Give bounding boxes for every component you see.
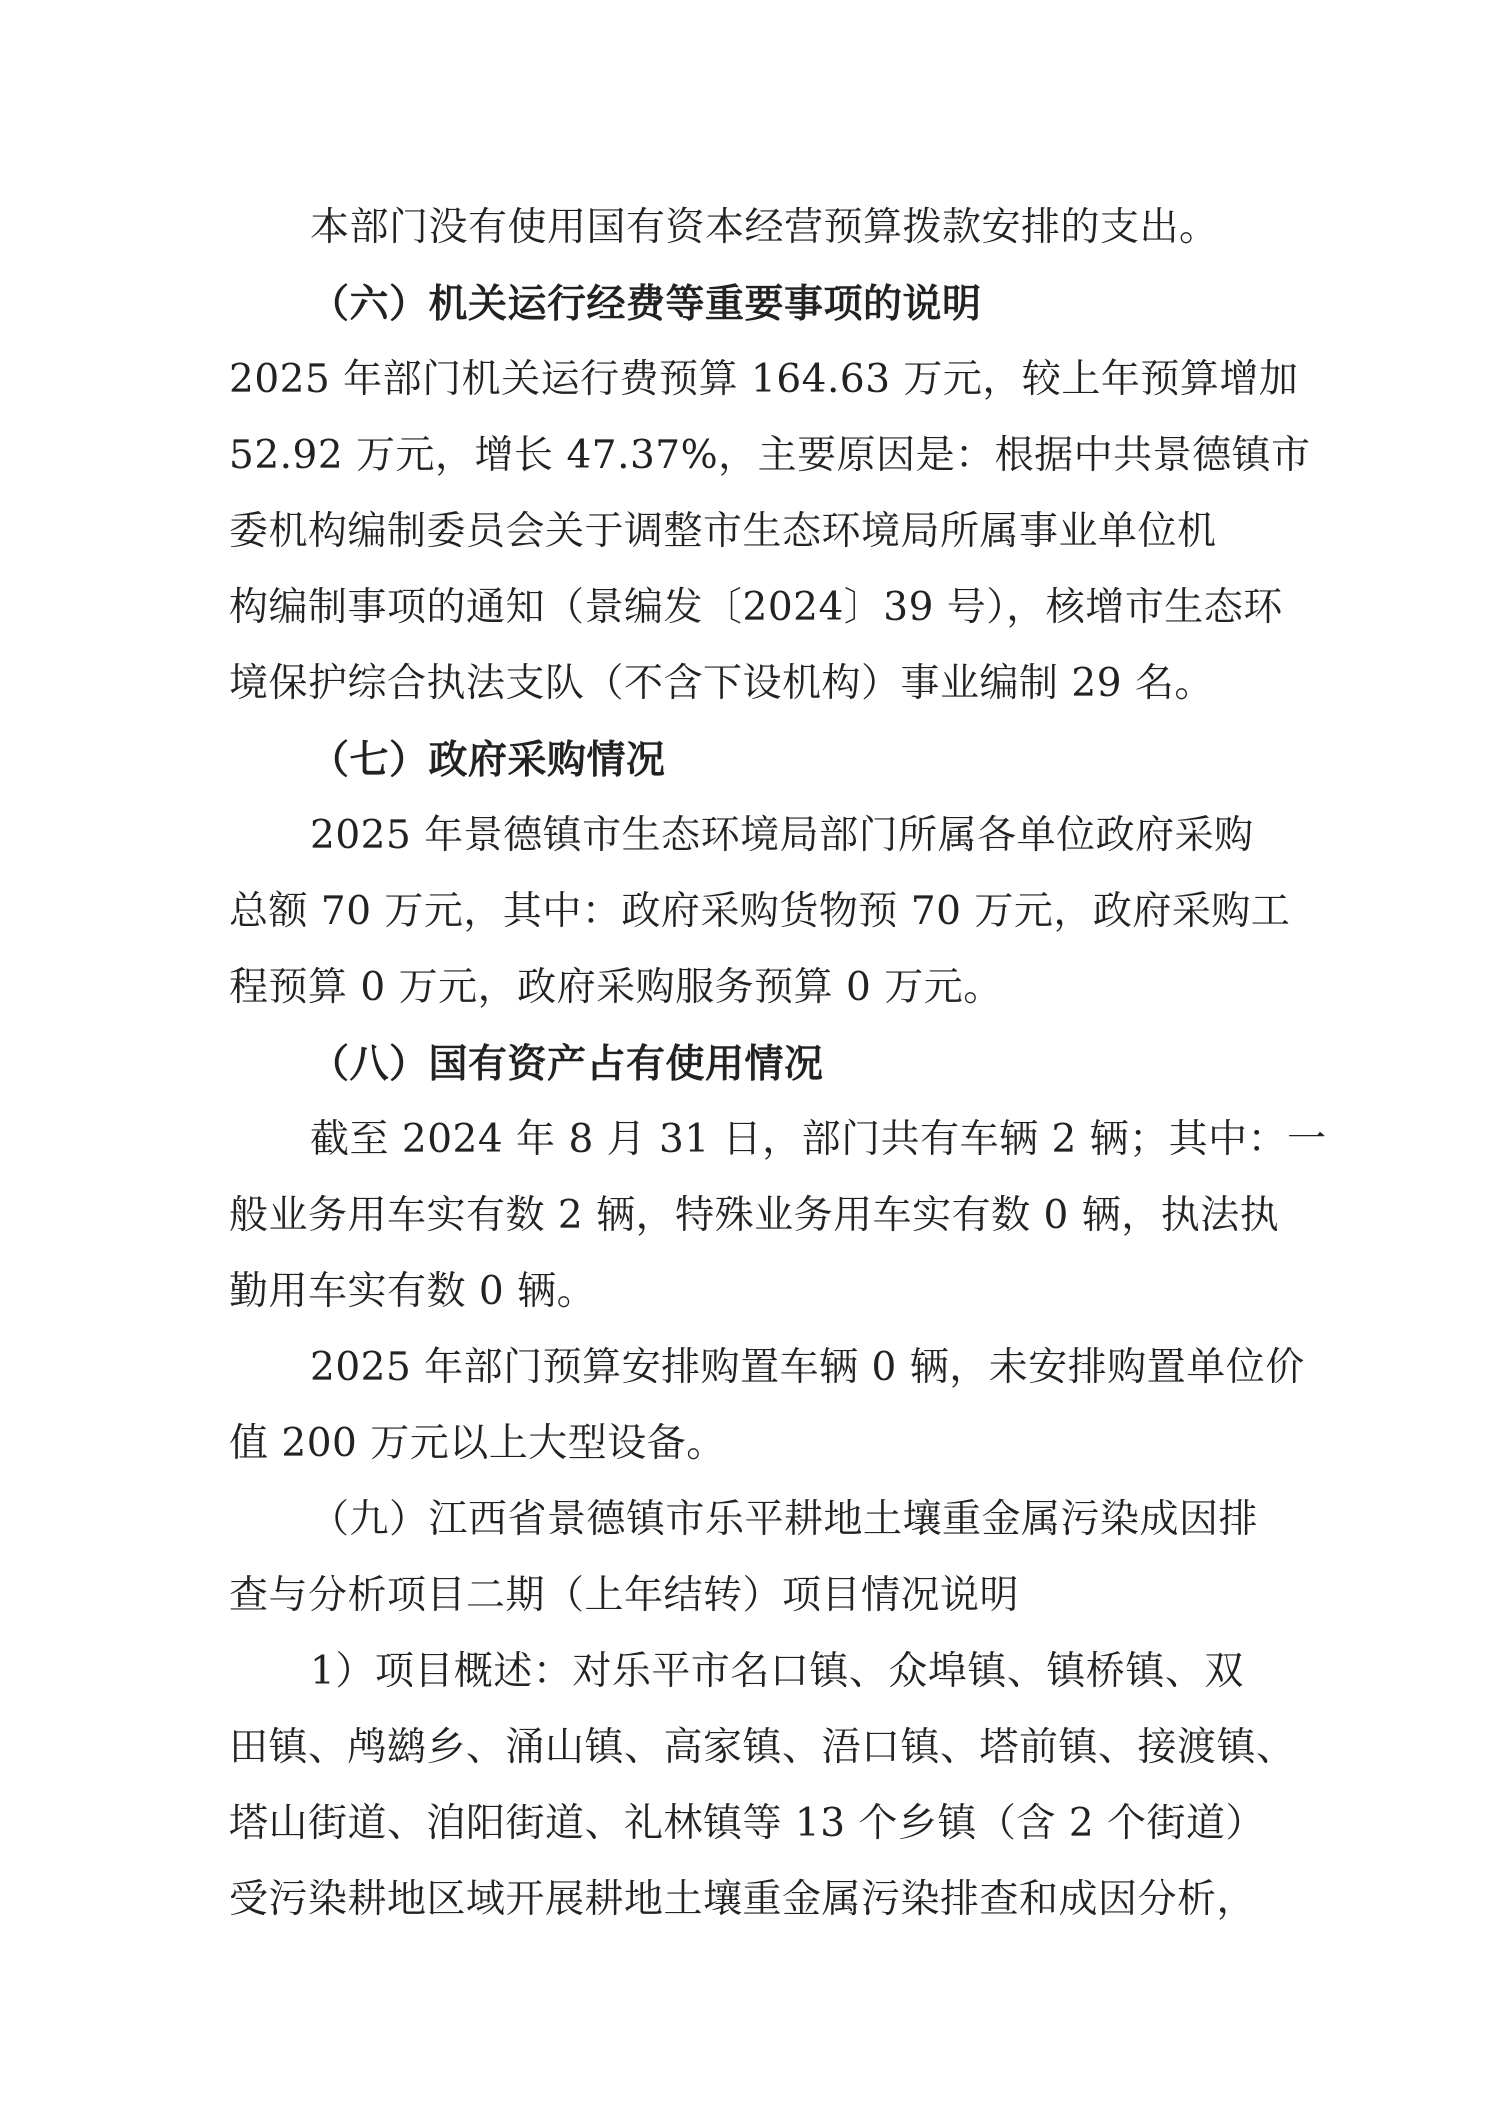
paragraph-line: 2025 年景德镇市生态环境局部门所属各单位政府采购 xyxy=(310,813,1254,858)
paragraph-line: 2025 年部门机关运行费预算 164.63 万元，较上年预算增加 xyxy=(229,357,1299,402)
paragraph-line: 委机构编制委员会关于调整市生态环境局所属事业单位机 xyxy=(229,509,1217,554)
section-heading-9: （九）江西省景德镇市乐平耕地土壤重金属污染成因排 xyxy=(310,1497,1259,1542)
paragraph-line: 本部门没有使用国有资本经营预算拨款安排的支出。 xyxy=(310,205,1219,250)
paragraph-line: 2025 年部门预算安排购置车辆 0 辆，未安排购置单位价 xyxy=(310,1345,1305,1390)
paragraph-line: 境保护综合执法支队（不含下设机构）事业编制 29 名。 xyxy=(229,661,1214,706)
paragraph-line: 总额 70 万元，其中：政府采购货物预 70 万元，政府采购工 xyxy=(229,889,1291,934)
paragraph-line: 查与分析项目二期（上年结转）项目情况说明 xyxy=(229,1573,1020,1618)
paragraph-line: 般业务用车实有数 2 辆，特殊业务用车实有数 0 辆，执法执 xyxy=(229,1193,1280,1238)
paragraph-line: 勤用车实有数 0 辆。 xyxy=(229,1269,597,1314)
section-heading-8: （八）国有资产占有使用情况 xyxy=(310,1041,824,1087)
document-body xyxy=(229,190,1327,1938)
section-heading-7: （七）政府采购情况 xyxy=(310,737,666,783)
paragraph-line: 截至 2024 年 8 月 31 日，部门共有车辆 2 辆；其中：一 xyxy=(310,1117,1327,1162)
paragraph-line: 值 200 万元以上大型设备。 xyxy=(229,1421,726,1466)
paragraph-line: 田镇、鸬鹚乡、涌山镇、高家镇、浯口镇、塔前镇、接渡镇、 xyxy=(229,1725,1296,1770)
paragraph-line: 52.92 万元，增长 47.37%，主要原因是：根据中共景德镇市 xyxy=(229,433,1311,478)
section-heading-6: （六）机关运行经费等重要事项的说明 xyxy=(310,281,982,327)
paragraph-line: 受污染耕地区域开展耕地土壤重金属污染排查和成因分析， xyxy=(229,1877,1257,1922)
paragraph-line: 构编制事项的通知（景编发〔2024〕39 号），核增市生态环 xyxy=(229,585,1283,630)
paragraph-line: 1）项目概述：对乐平市名口镇、众埠镇、镇桥镇、双 xyxy=(310,1649,1244,1694)
paragraph-line: 程预算 0 万元，政府采购服务预算 0 万元。 xyxy=(229,965,1003,1010)
paragraph-line: 塔山街道、洎阳街道、礼林镇等 13 个乡镇（含 2 个街道） xyxy=(229,1801,1266,1846)
